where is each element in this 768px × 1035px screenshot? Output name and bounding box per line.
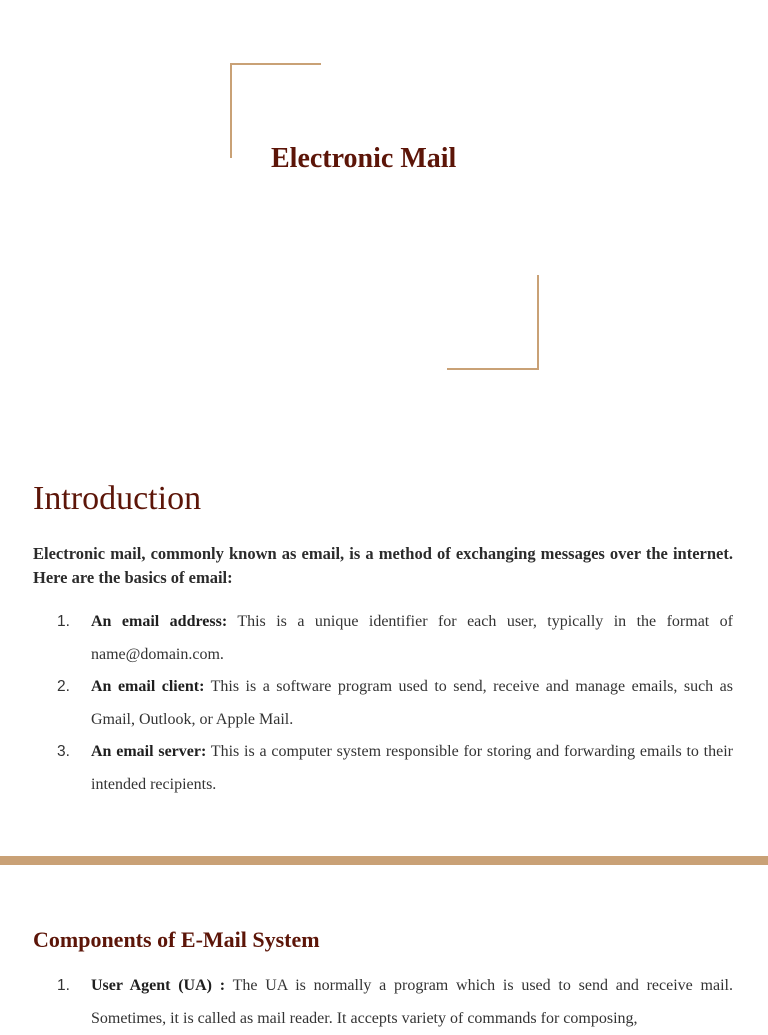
- list-item: [33, 970, 733, 1035]
- list-number: 1.: [57, 613, 70, 630]
- list-item-term: An email client:: [91, 678, 205, 695]
- components-list: [33, 970, 733, 1035]
- list-item: [33, 606, 733, 671]
- components-heading: Components of E-Mail System: [33, 927, 320, 952]
- corner-bracket-bottom-right-vertical: [537, 275, 539, 370]
- email-basics-list: [33, 606, 733, 801]
- corner-bracket-top-left-vertical: [230, 63, 232, 158]
- introduction-heading: Introduction: [33, 480, 202, 517]
- corner-bracket-top-left-horizontal: [230, 63, 321, 65]
- page-divider: [0, 856, 768, 865]
- list-number: 1.: [57, 977, 70, 994]
- introduction-lead-paragraph: Electronic mail, commonly known as email, is a method of exchanging messages over the internet. Here are the basics of email:: [33, 544, 733, 587]
- list-item-term: An email address:: [91, 613, 228, 630]
- list-item: [33, 671, 733, 736]
- list-number: 2.: [57, 678, 70, 695]
- list-item: [33, 736, 733, 801]
- list-number: 3.: [57, 743, 70, 760]
- list-item-text: This is a unique identifier for each user, typically in the format of name@domain.com.: [91, 613, 734, 663]
- list-item-text: This is a software program used to send, receive and manage emails, such as Gmail, Outlook, or Apple Mail.: [91, 678, 734, 728]
- list-item-text: This is a computer system responsible for storing and forwarding emails to their intended recipients.: [91, 743, 734, 793]
- list-item-term: An email server:: [91, 743, 207, 760]
- document-title: Electronic Mail: [271, 143, 457, 174]
- list-item-text: The UA is normally a program which is used to send and receive mail. Sometimes, it is called as mail reader. It accepts variety of commands for composing,: [91, 977, 733, 1027]
- list-item-term: User Agent (UA) :: [91, 977, 226, 994]
- corner-bracket-bottom-right-horizontal: [447, 368, 539, 370]
